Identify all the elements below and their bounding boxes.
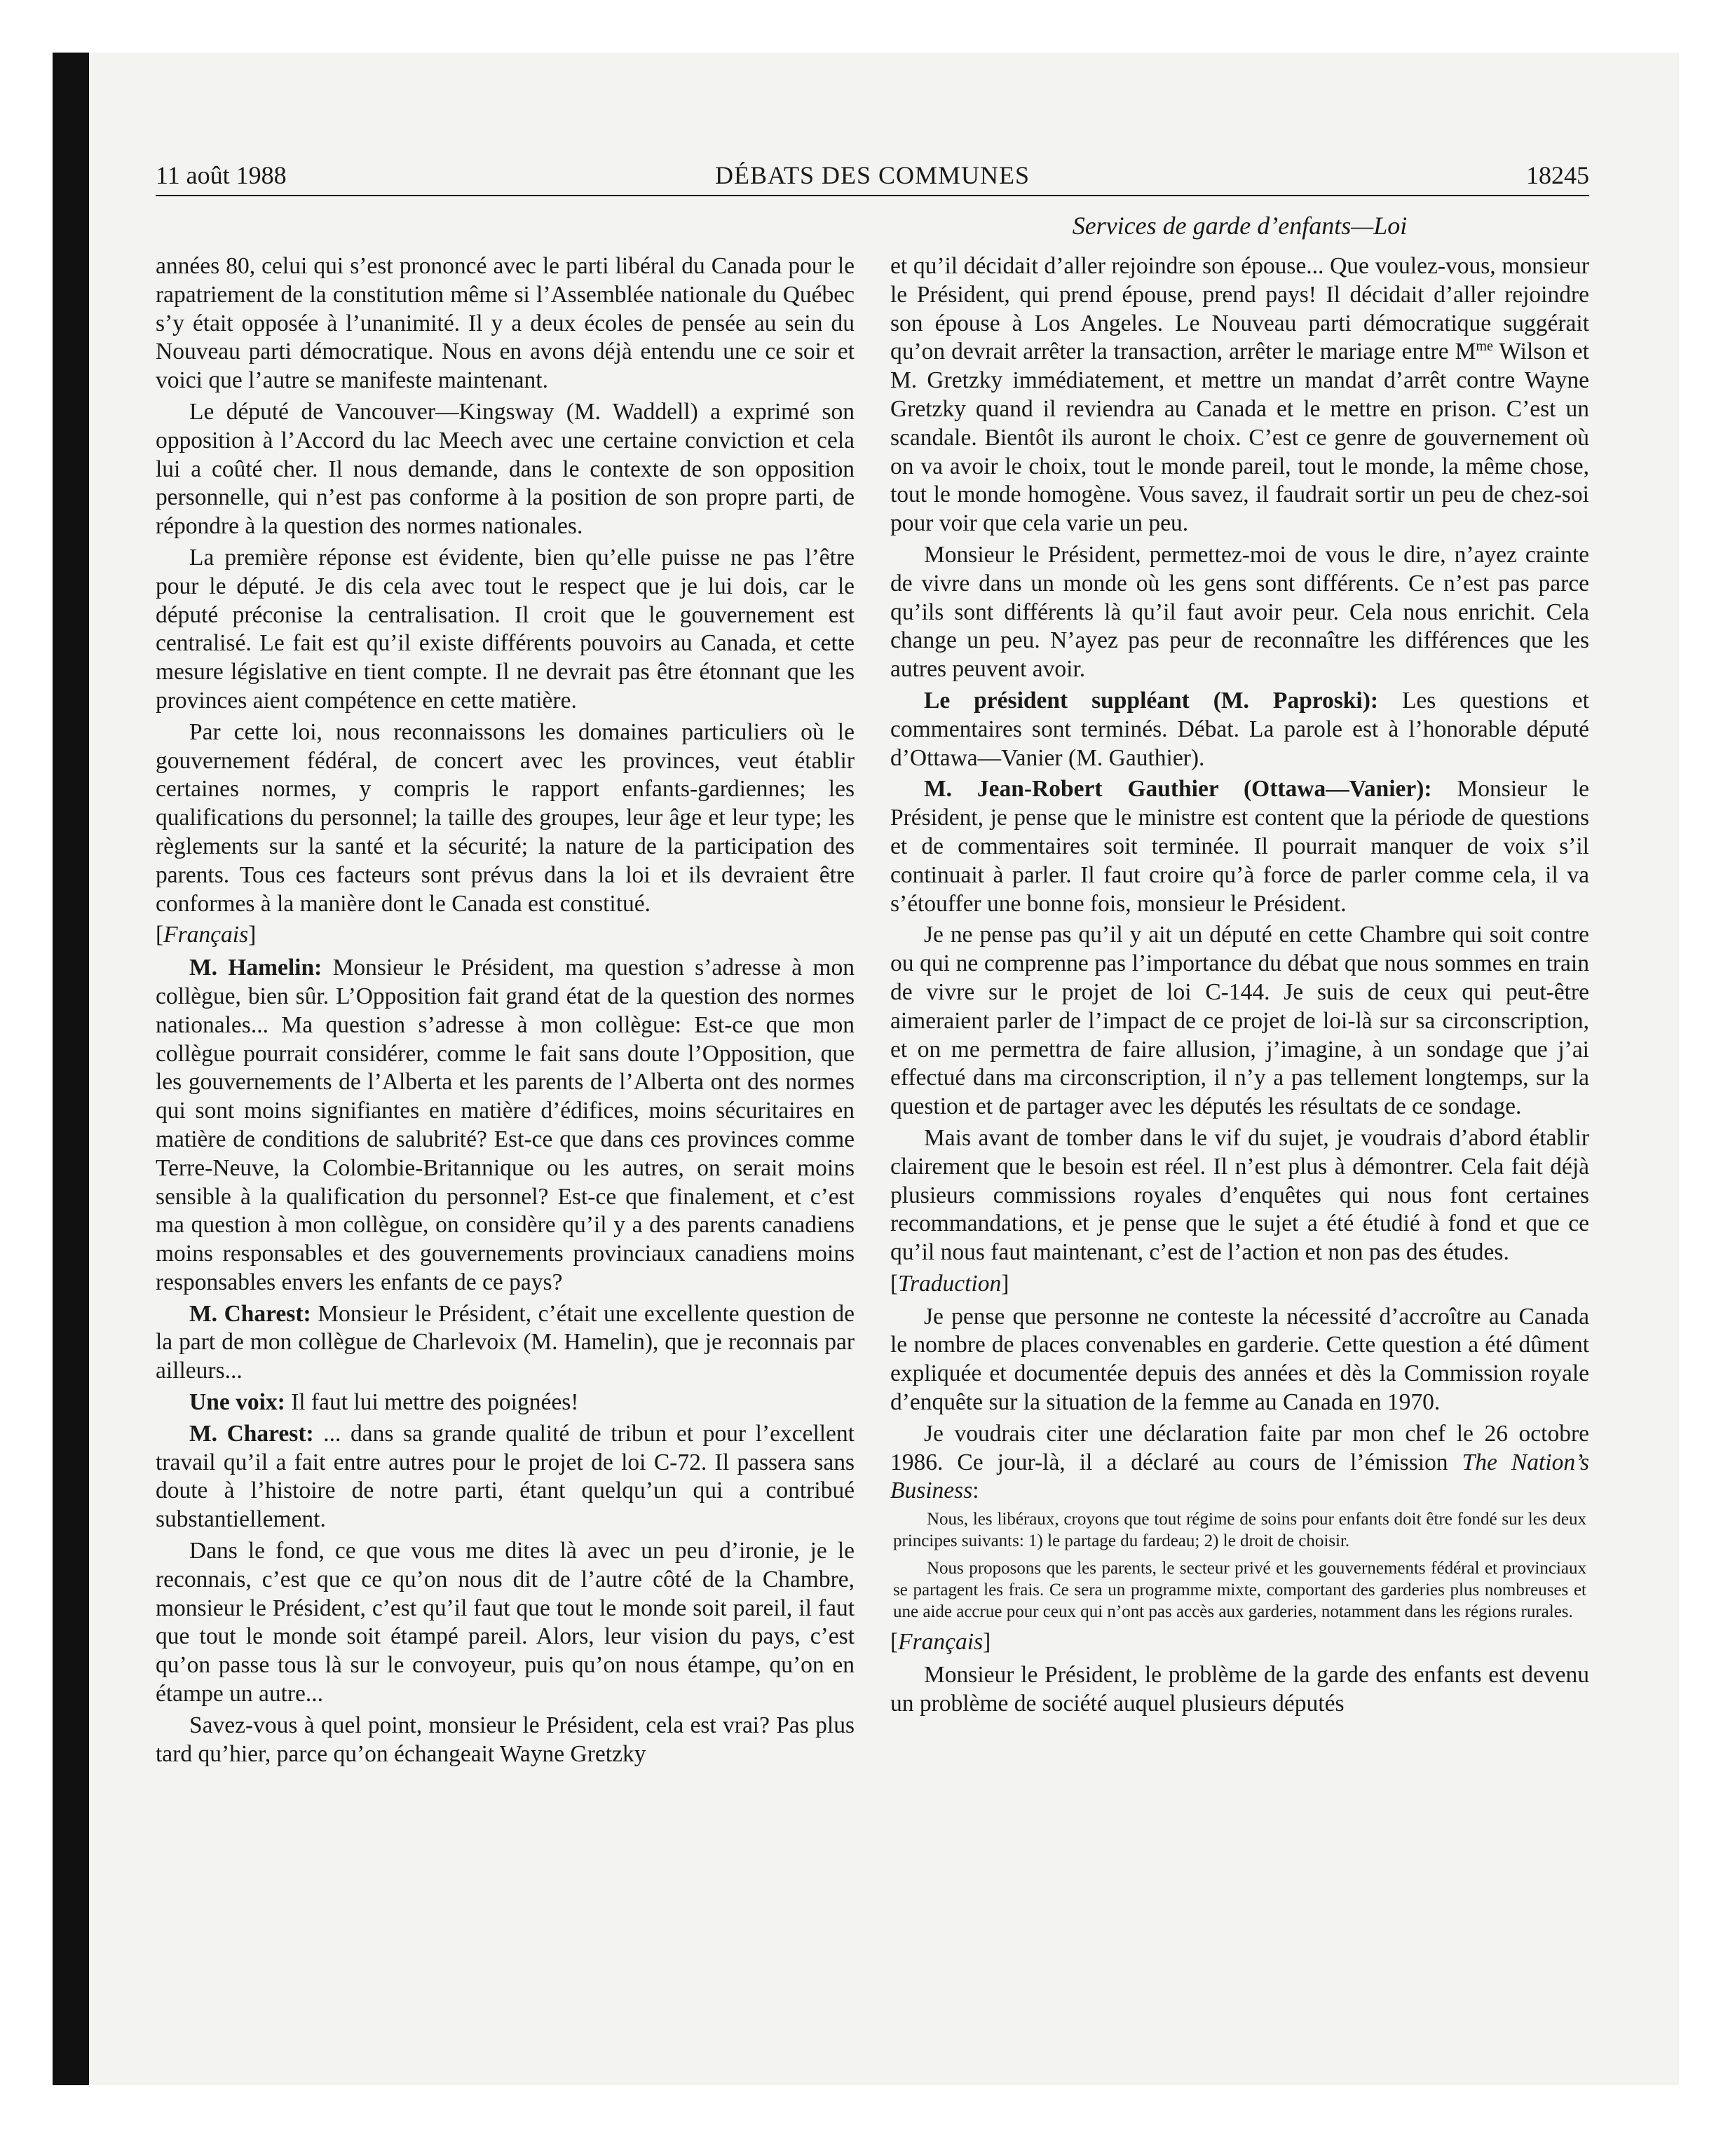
paragraph-text: et qu’il décidait d’aller rejoindre son épouse... Que voulez-vous, monsieur le Président, qui prend épouse, prend pays! Il décidait d’aller rejoindre son épouse à Los Angeles. Le Nouveau parti démocratique suggérait qu’on devrait arrêter la transaction, arrêter le mariage entre M <box>890 253 1589 365</box>
block-quote: Nous, les libéraux, croyons que tout régime de soins pour enfants doit être fondé sur les deux principes suivants: 1) le partage du fardeau; 2) le droit de choisir. <box>893 1510 1586 1551</box>
right-column <box>890 252 1589 1721</box>
paragraph: années 80, celui qui s’est prononcé avec le parti libéral du Canada pour le rapatriement de la constitution même si l’Assemblée nationale du Québec s’y était opposée à l’unanimité. Il y a deux écoles de pensée au sein du Nouveau parti démocratique. Nous en avons déjà entendu une ce soir et voici que l’autre se manifeste maintenant. <box>156 253 855 394</box>
speech-text: Monsieur le Président, c’était une excellente question de la part de mon collègue de Charlevoix (M. Hamelin), que je reconnais par ailleurs... <box>156 1300 855 1384</box>
speaker-name: M. Jean-Robert Gauthier (Ottawa—Vanier): <box>924 776 1432 803</box>
speaker-name: Le président suppléant (M. Paproski): <box>924 687 1378 714</box>
paragraph: Mais avant de tomber dans le vif du sujet, je voudrais d’abord établir clairement que le besoin est réel. Il n’est plus à démontrer. Cela fait déjà plusieurs commissions royales d’enquêtes qui nous font certaines recommandations, et je pense que le sujet a été étudié à fond et que ce qu’il nous faut maintenant, c’est de l’action et non pas des études. <box>890 1124 1589 1266</box>
speech-paragraph <box>156 1300 855 1386</box>
paragraph: Monsieur le Président, le problème de la garde des enfants est devenu un problème de société auquel plusieurs députés <box>890 1662 1589 1717</box>
page-header <box>156 160 1589 196</box>
scan-binding-edge <box>53 53 89 2085</box>
speech-text: Monsieur le Président, ma question s’adresse à mon collègue, bien sûr. L’Opposition fait grand état de la question des normes nationales... Ma question s’adresse à mon collègue: Est-ce que mon collègue pourrait considérer, comme le fait sans doute l’Opposition, que les gouvernements de l’Alberta et les parents de l’Alberta ont des normes qui sont moins signifiantes en matière d’édifices, moins sécuritaires en matière de conditions de salubrité? Est-ce que dans ces provinces comme Terre-Neuve, la Colombie-Britannique ou les autres, on serait moins sensible à la qualification du personnel? Est-ce que finalement, et c’est ma question à mon collègue, on considère qu’il y a des parents canadiens moins responsables et des gouvernements provinciaux canadiens moins responsables envers les enfants de ce pays? <box>156 955 855 1295</box>
paragraph-text: Wilson et M. Gretzky immédiatement, et mettre un mandat d’arrêt contre Wayne Gretzky quand il reviendra au Canada et le mettre en prison. C’est un scandale. Bientôt ils auront le choix. C’est ce genre de gouvernement où on va avoir le choix, tout le monde pareil, tout le monde, la même chose, tout le monde homogène. Vous savez, il faudrait sortir un peu de chez-soi pour voir que cela varie un peu. <box>890 339 1589 537</box>
block-quote: Nous proposons que les parents, le secteur privé et les gouvernements fédéral et provinciaux se partagent les frais. Ce sera un programme mixte, comportant des garderies plus nombreuses et une aide accrue pour ceux qui n’ont pas accès aux garderies, notamment dans les régions rurales. <box>893 1559 1586 1622</box>
language-marker-text: Français <box>898 1629 984 1656</box>
speech-text: ... dans sa grande qualité de tribun et pour l’excellent travail qu’il a fait entre autres pour le projet de loi C-72. Il passera sans doute à l’histoire de notre parti, étant quelqu’un qui a contribué substantiellement. <box>156 1420 855 1533</box>
language-marker: [Traduction] <box>890 1270 1009 1297</box>
paragraph-text: Je voudrais citer une déclaration faite par mon chef le 26 octobre 1986. Ce jour-là, il a déclaré au cours de l’émission <box>890 1420 1589 1475</box>
paragraph: Le député de Vancouver—Kingsway (M. Waddell) a exprimé son opposition à l’Accord du lac Meech avec une certaine conviction et cela lui a coûté cher. Il nous demande, dans le contexte de son opposition personnelle, qui n’est pas conforme à la position de son propre parti, de répondre à la question des normes nationales. <box>156 398 855 540</box>
speaker-name: M. Charest: <box>189 1420 314 1447</box>
language-marker-text: Traduction <box>898 1270 1002 1297</box>
speaker-name: M. Hamelin: <box>189 955 322 981</box>
left-column <box>156 252 855 1771</box>
speech-paragraph <box>156 1389 855 1417</box>
header-publication-title: DÉBATS DES COMMUNES <box>714 161 1030 189</box>
speaker-name: Une voix: <box>189 1389 285 1416</box>
paragraph: Savez-vous à quel point, monsieur le Président, cela est vrai? Pas plus tard qu’hier, parce qu’on échangeait Wayne Gretzky <box>156 1712 855 1767</box>
speech-text: Les questions et commentaires sont terminés. Débat. La parole est à l’honorable député d’Ottawa—Vanier (M. Gauthier). <box>890 687 1589 771</box>
superscript-title: me <box>1476 339 1493 355</box>
language-marker: [Français] <box>890 1629 991 1656</box>
speech-paragraph <box>156 1420 855 1534</box>
paragraph: Je ne pense pas qu’il y ait un député en cette Chambre qui soit contre ou qui ne comprenne pas l’importance du débat que nous sommes en train de vivre sur le projet de loi C-144. Je suis de ceux qui peut-être aimeraient parler de l’impact de ce projet de loi-là sur sa circonscription, et on me permettra de faire allusion, j’imagine, à un sondage que j’ai effectué dans ma circonscription, il n’y a pas tellement longtemps, sur la question et de partager avec les députés les résultats de ce sondage. <box>890 922 1589 1120</box>
speech-text: Monsieur le Président, je pense que le ministre est content que la période de questions et de commentaires soit terminée. Il pourrait manquer de voix s’il continuait à parler. Il faut croire qu’à force de parler comme cela, il va s’étouffer une bonne fois, monsieur le Président. <box>890 776 1589 917</box>
paragraph-text: : <box>972 1478 979 1504</box>
speech-text: Il faut lui mettre des poignées! <box>285 1389 579 1416</box>
speech-paragraph <box>156 954 855 1297</box>
paragraph: Dans le fond, ce que vous me dites là avec un peu d’ironie, je le reconnais, c’est que ce qu’on nous dit de l’autre côté de la Chambre, monsieur le Président, c’est qu’il faut que tout le monde soit pareil, il faut que tout le monde soit étampé pareil. Alors, leur vision du pays, c’est qu’on passe tous là sur le convoyeur, puis qu’on nous étampe, qu’on en étampe un autre... <box>156 1538 855 1707</box>
show-title: The Nation’s Business <box>890 1449 1589 1504</box>
section-heading: Services de garde d’enfants—Loi <box>1072 212 1408 240</box>
paragraph: Par cette loi, nous reconnaissons les domaines particuliers où le gouvernement fédéral, de concert avec les provinces, veut établir certaines normes, y compris le rapport enfants-gardiennes; les qualifications du personnel; la taille des groupes, leur âge et leur type; les règlements sur la santé et la sécurité; la nature de la participation des parents. Tous ces facteurs sont prévus dans la loi et ils devraient être conformes à la manière dont le Canada est constitué. <box>156 718 855 917</box>
header-page-number: 18245 <box>1526 161 1589 189</box>
paragraph: La première réponse est évidente, bien qu’elle puisse ne pas l’être pour le député. Je dis cela avec tout le respect que je lui dois, car le député préconise la centralisation. Il croit que le gouvernement est centralisé. Le fait est qu’il existe différents pouvoirs au Canada, et cette mesure législative en tient compte. Il ne devrait pas être étonnant que les provinces aient compétence en cette matière. <box>156 544 855 714</box>
speaker-name: M. Charest: <box>189 1300 311 1327</box>
speech-paragraph <box>890 687 1589 772</box>
paragraph: Je pense que personne ne conteste la nécessité d’accroître au Canada le nombre de places convenables en garderie. Cette question a été dûment expliquée et documentée depuis des années et dès la Commission royale d’enquête sur la situation de la femme au Canada en 1970. <box>890 1303 1589 1416</box>
header-date: 11 août 1988 <box>156 161 287 189</box>
language-marker: [Français] <box>156 922 257 948</box>
language-marker-text: Français <box>163 922 249 948</box>
paragraph <box>890 1420 1589 1506</box>
speech-paragraph <box>890 775 1589 918</box>
paragraph: Monsieur le Président, permettez-moi de vous le dire, n’ayez crainte de vivre dans un monde où les gens sont différents. Ce n’est pas parce qu’ils sont différents là qu’il faut avoir peur. Cela nous enrichit. Cela change un peu. N’ayez pas peur de reconnaître les différences que les autres peuvent avoir. <box>890 541 1589 683</box>
paragraph <box>890 252 1589 538</box>
